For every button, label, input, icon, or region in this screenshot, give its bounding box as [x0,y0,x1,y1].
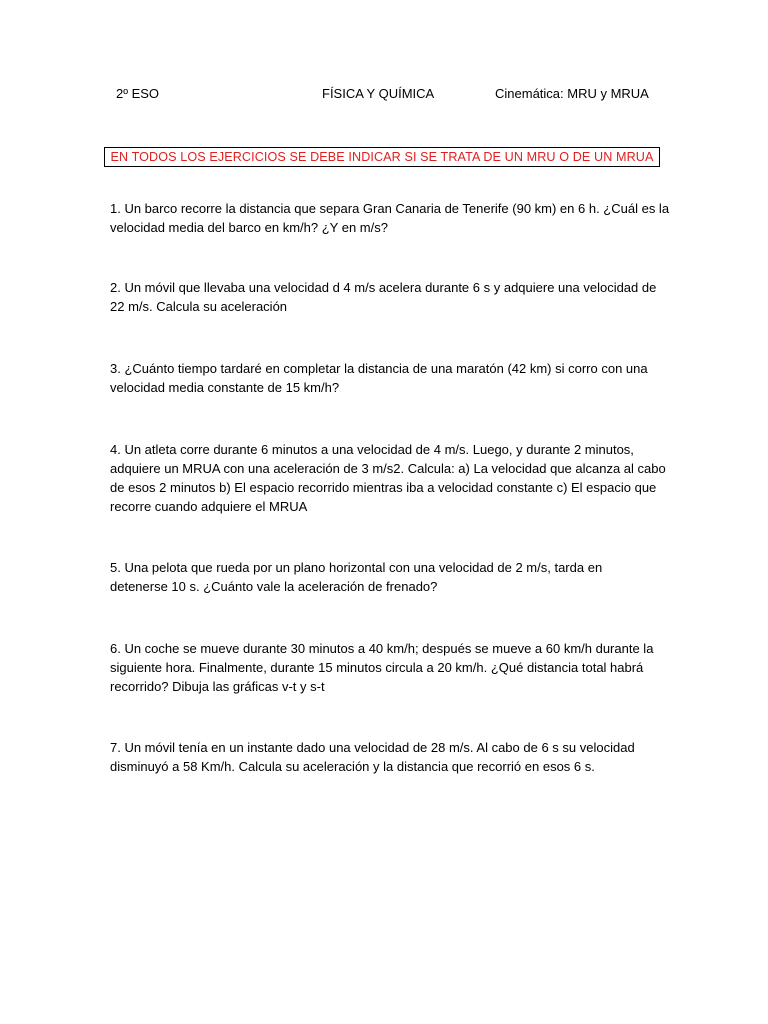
exercise-line: velocidad media constante de 15 km/h? [110,380,340,395]
exercise-line: 7. Un móvil tenía en un instante dado una velocidad de 28 m/s. Al cabo de 6 s su velocidad [110,740,635,755]
exercise-line: 6. Un coche se mueve durante 30 minutos a 40 km/h; después se mueve a 60 km/h durante la [110,641,654,656]
exercise-1 [110,199,670,237]
exercise-line: recorre cuando adquiere el MRUA [110,499,308,514]
exercise-line: 3. ¿Cuánto tiempo tardaré en completar la distancia de una maratón (42 km) si corro con una [110,361,648,376]
exercise-line: siguiente hora. Finalmente, durante 15 minutos circula a 20 km/h. ¿Qué distancia total habrá [110,660,644,675]
exercise-line: 4. Un atleta corre durante 6 minutos a una velocidad de 4 m/s. Luego, y durante 2 minutos, [110,442,634,457]
exercise-line: adquiere un MRUA con una aceleración de 3 m/s2. Calcula: a) La velocidad que alcanza al cabo [110,461,666,476]
exercise-line: recorrido? Dibuja las gráficas v-t y s-t [110,679,325,694]
exercise-line: de esos 2 minutos b) El espacio recorrido mientras iba a velocidad constante c) El espacio que [110,480,657,495]
exercise-7 [110,738,670,776]
instructions-notice: EN TODOS LOS EJERCICIOS SE DEBE INDICAR SI SE TRATA DE UN MRU O DE UN MRUA [104,147,660,167]
exercise-line: 2. Un móvil que llevaba una velocidad d 4 m/s acelera durante 6 s y adquiere una velocidad de [110,280,657,295]
header-level: 2º ESO [116,86,160,101]
exercise-3 [110,359,670,397]
header-topic: Cinemática: MRU y MRUA [495,86,649,101]
exercise-line: 22 m/s. Calcula su aceleración [110,299,288,314]
exercise-2 [110,278,670,316]
exercise-line: detenerse 10 s. ¿Cuánto vale la aceleración de frenado? [110,579,438,594]
exercise-line: 1. Un barco recorre la distancia que separa Gran Canaria de Tenerife (90 km) en 6 h. ¿Cuál es la [110,201,670,216]
exercise-6 [110,639,670,696]
exercise-line: disminuyó a 58 Km/h. Calcula su aceleración y la distancia que recorrió en esos 6 s. [110,759,595,774]
header-subject: FÍSICA Y QUÍMICA [322,86,435,101]
exercise-line: 5. Una pelota que rueda por un plano horizontal con una velocidad de 2 m/s, tarda en [110,560,603,575]
exercise-5 [110,558,670,596]
exercise-4 [110,440,670,516]
exercise-line: velocidad media del barco en km/h? ¿Y en m/s? [110,220,388,235]
